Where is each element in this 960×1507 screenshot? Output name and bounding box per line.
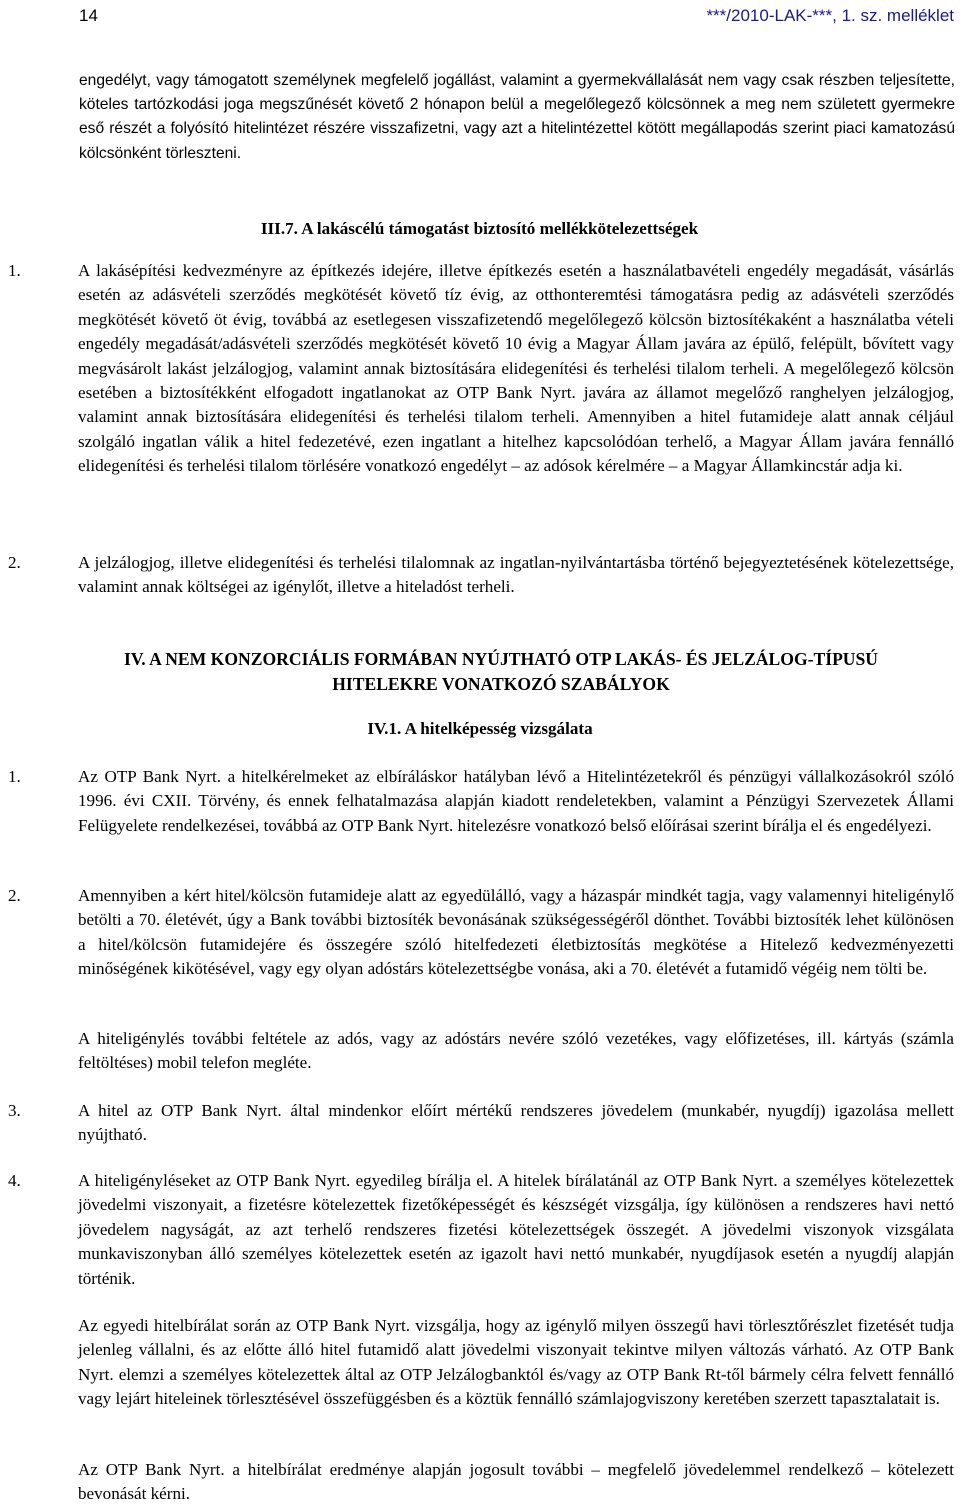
section-iv1-subtitle: IV.1. A hitelképesség vizsgálata [367, 719, 593, 738]
paragraph: A hiteligénylés további feltétele az adós, vagy az adóstárs nevére szóló vezetékes, vagy előfizetéses, ill. kártyás (számla feltöltéses) mobil telefon megléte. [78, 1029, 954, 1073]
section-iv-title [66, 647, 936, 697]
item-text: Amennyiben a kért hitel/kölcsön futamideje alatt az egyedülálló, vagy a házaspár mindkét tagja, vagy valamennyi hiteligénylő betölti a 70. életévét, úgy a Bank további biztosíték bevonásának szükségességéről dönthet. További biztosíték lehet különösen a hitel/kölcsön futamidejére és összegére szóló hitelfedezeti életbiztosítás megkötése a Hitelező kedvezményezetti minőségének kikötésével, vagy egy olyan adóstárs kötelezettségbe vonása, aki a 70. életévét a futamidő végéig nem tölti be. [78, 886, 954, 979]
item-text: A hitel az OTP Bank Nyrt. által mindenkor előírt mértékű rendszeres jövedelem (munkabér, nyugdíj) igazolása mellett nyújtható. [78, 1101, 954, 1145]
section-iv-title-line2: HITELEKRE VONATKOZÓ SZABÁLYOK [332, 674, 670, 694]
list-item [8, 765, 954, 838]
item-number: 1. [8, 261, 21, 280]
list-item [8, 551, 954, 600]
list-item [8, 259, 954, 479]
list-item [8, 884, 954, 982]
item-number: 4. [8, 1171, 21, 1190]
intro-paragraph: engedélyt, vagy támogatott személynek megfelelő jogállást, valamint a gyermekvállalását nem vagy csak részben teljesítette, köteles tartózkodási joga megszűnését követő 2 hónapon belül a megelőlegező kölcsönnek a meg nem született gyermekre eső részét a folyósító hitelintézet részére visszafizetni, vagy azt a hitelintézettel kötött megállapodás szerint piaci kamatozású kölcsönként törleszteni. [79, 72, 955, 162]
list-item [8, 1169, 954, 1291]
section-iii7-title: III.7. A lakáscélú támogatást biztosító mellékkötelezettségek [260, 219, 699, 238]
list-item [8, 1099, 954, 1148]
item-number: 1. [8, 767, 21, 786]
paragraph: Az OTP Bank Nyrt. a hitelbírálat eredménye alapján jogosult további – megfelelő jövedelemmel rendelkező – kötelezett bevonását kérni. [78, 1460, 954, 1504]
item-number: 3. [8, 1101, 21, 1120]
item-text: A hiteligényléseket az OTP Bank Nyrt. egyedileg bírálja el. A hitelek bírálatánál az OTP Bank Nyrt. a személyes kötelezettek jövedelmi viszonyait, a fizetésre kötelezettek fizetőképességét és készségét vizsgálja, így különösen a rendszeres havi nettó jövedelem nagyságát, az azt terhelő rendszeres fizetési kötelezettségek összegét. A jövedelmi viszonyok vizsgálata munkaviszonyban álló személyes kötelezettek esetén az igazolt havi nettó munkabér, nyugdíjasok esetén a nyugdíj alapján történik. [78, 1171, 954, 1288]
document-reference: ***/2010-LAK-***, 1. sz. melléklet [706, 6, 954, 25]
section-iv-title-line1: IV. A NEM KONZORCIÁLIS FORMÁBAN NYÚJTHATÓ OTP LAKÁS- ÉS JELZÁLOG-TÍPUSÚ [123, 649, 879, 669]
page-number: 14 [79, 6, 98, 25]
item-number: 2. [8, 886, 21, 905]
item-text: A jelzálogjog, illetve elidegenítési és terhelési tilalomnak az ingatlan-nyilvántartásba történő bejegyeztetésének kötelezettsége, valamint annak költségei az igénylőt, illetve a hiteladóst terheli. [78, 553, 954, 597]
item-text: Az OTP Bank Nyrt. a hitelkérelmeket az elbíráláskor hatályban lévő a Hitelintézetekről és pénzügyi vállalkozásokról szóló 1996. évi CXII. Törvény, és ennek felhatalmazása alapján kiadott rendeletekben, valamint a Pénzügyi Szervezetek Állami Felügyelete rendelkezései, továbbá az OTP Bank Nyrt. hitelezésre vonatkozó belső előírásai szerint bírálja el és engedélyezi. [78, 767, 954, 835]
item-number: 2. [8, 553, 21, 572]
item-text: A lakásépítési kedvezményre az építkezés idejére, illetve építkezés esetén a használatbavételi engedély megadását, vásárlás esetén az adásvételi szerződés megkötését követő tíz évig, az otthonteremtési támogatásra pedig az adásvételi szerződés megkötését követő öt évig, továbbá az esetlegesen visszafizetendő megelőlegező kölcsön biztosítékaként a használatba vételi engedély megadását/adásvételi szerződés megkötését követő 10 évig a Magyar Állam javára az épülő, felépült, bővített vagy megvásárolt lakást jelzálogjog, valamint annak biztosítására elidegenítési és terhelési tilalom terheli. A megelőlegező kölcsön esetében a biztosítékként elfogadott ingatlanokat az OTP Bank Nyrt. javára az államot megelőző ranghelyen jelzálogjog, valamint annak biztosítására elidegenítési és terhelési tilalom terheli. Amennyiben a hitel futamideje alatt annak céljául szolgáló ingatlan válik a hitel fedezetévé, ezen ingatlant a hitelhez kapcsolódóan terhelő, a Magyar Állam javára fennálló elidegenítési és terhelési tilalom törlésére vonatkozó engedélyt – az adósok kérelmére – a Magyar Államkincstár adja ki. [78, 261, 954, 476]
paragraph: Az egyedi hitelbírálat során az OTP Bank Nyrt. vizsgálja, hogy az igénylő milyen összegű havi törlesztőrészlet fizetését tudja jelenleg vállalni, és az előtte álló hitel futamidő alatt jövedelmi viszonyait tekintve milyen változás várható. Az OTP Bank Nyrt. elemzi a személyes kötelezettek által az OTP Jelzálogbanktól és/vagy az OTP Bank Rt-től bármely célra felvett fennálló vagy lejárt hiteleinek törlesztésével összefüggésben és a köztük fennálló számlajogviszony keretében szerzett tapasztalatait is. [78, 1316, 954, 1409]
